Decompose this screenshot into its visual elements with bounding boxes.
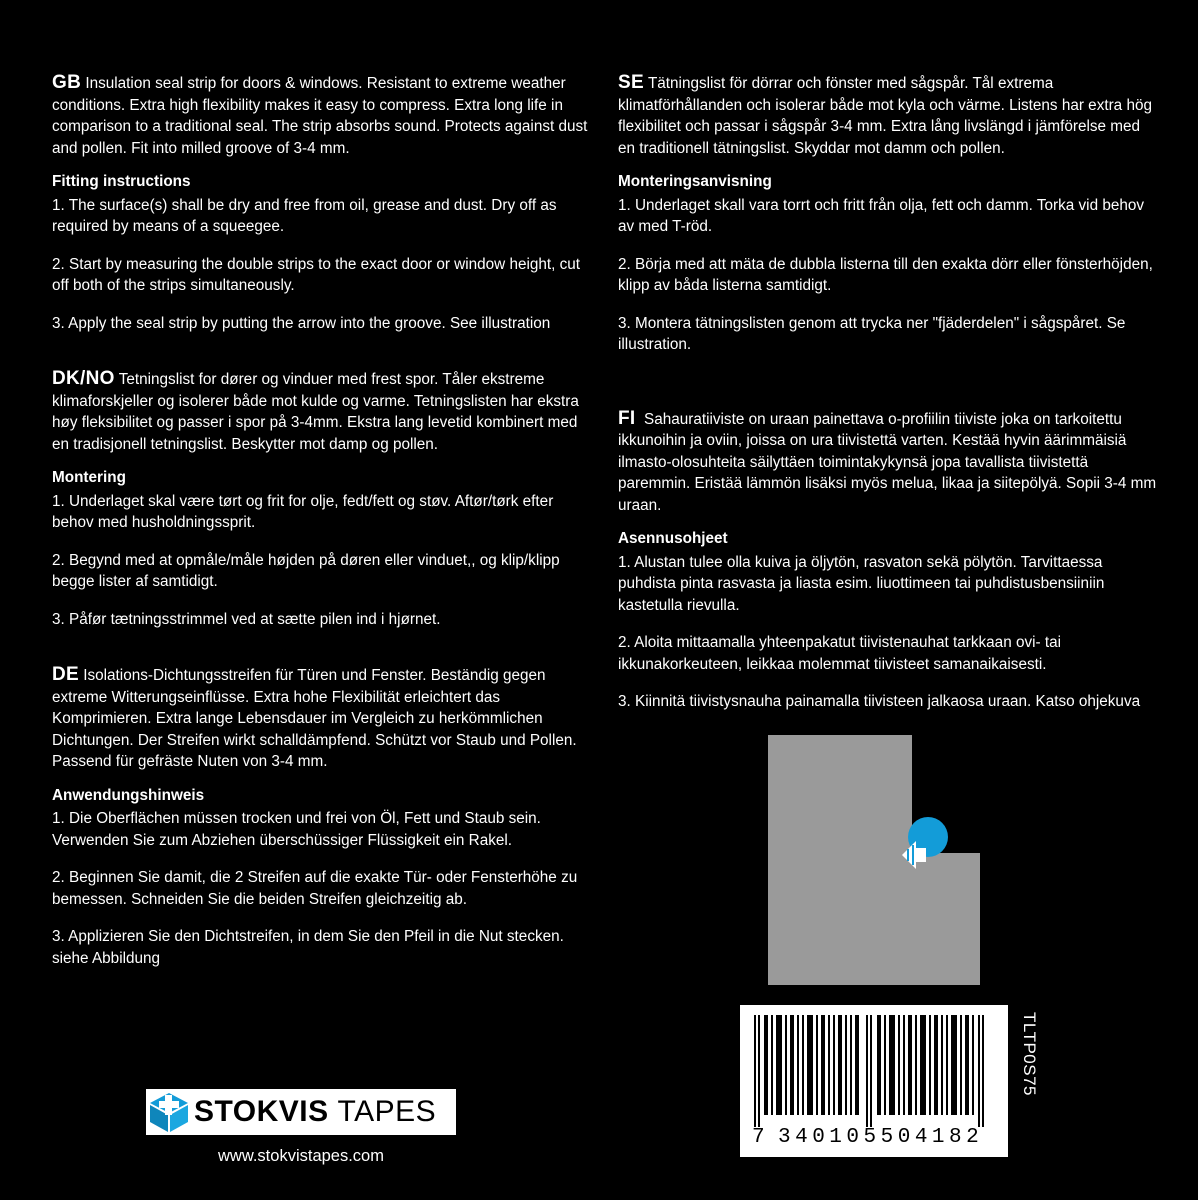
dkno-step-2: 2. Begynd med at opmåle/måle højden på døren eller vinduet,, og klip/klipp begge lister af samtidigt. — [52, 551, 560, 590]
fi-step-2: 2. Aloita mittaamalla yhteenpakatut tiivistenauhat tarkkaan ovi- tai ikkunakorkeuteen, leikkaa molemmat tiivisteet samanaikaisesti. — [618, 634, 1062, 673]
gb-intro-text: Insulation seal strip for doors & windows. Resistant to extreme weather conditions. Extra high flexibility makes it easy to compress. Extra long life in comparison to a traditional seal. The strip absorbs sound. Protects against dust and pollen. Fit into milled groove of 3-4 mm. — [52, 75, 588, 157]
gb-step-2: 2. Start by measuring the double strips to the exact door or window height, cut off both of the strips simultaneously. — [52, 255, 581, 294]
barcode-lead-digit: 7 — [752, 1126, 765, 1149]
barcode-number — [748, 1125, 1000, 1153]
installation-illustration — [768, 735, 980, 985]
se-intro-text: Tätningslist för dörrar och fönster med sågspår. Tål extrema klimatförhållanden och isolerar både mot kyla och värme. Listens har extra hög flexibilitet och passar i sågspår 3-4 mm. Extra lång livslängd i jämförelse med en traditionell tätningslist. Skyddar mot damm och pollen. — [618, 75, 1152, 157]
gb-intro-paragraph — [52, 72, 592, 159]
fi-step-1: 1. Alustan tulee olla kuiva ja öljytön, rasvaton sekä pölytön. Tarvittaessa puhdista pinta rasvasta ja liasta esim. liuottimeen tai puhdistusbensiiniin kastetulla rievulla. — [618, 553, 1105, 614]
section-de — [52, 664, 592, 969]
section-dkno — [52, 368, 592, 630]
stokvis-logo-icon — [146, 1089, 192, 1135]
gb-step-3: 3. Apply the seal strip by putting the arrow into the groove. See illustration — [52, 314, 551, 332]
brand-wordmark — [194, 1095, 436, 1129]
se-step-2: 2. Börja med att mäta de dubbla listerna till den exakta dörr eller fönsterhöjden, klipp av båda listerna samtidigt. — [618, 255, 1153, 294]
section-gb — [52, 72, 592, 334]
de-intro-text: Isolations-Dichtungsstreifen für Türen und Fenster. Beständig gegen extreme Witterungseinflüsse. Extra hohe Flexibilität erleichtert das Komprimieren. Extra lange Lebensdauer im Vergleich zu herkömmlichen Dichtungen. Der Streifen wirkt schalldämpfend. Schützt vor Staub und Pollen. Passend für gefräste Nuten von 3-4 mm. — [52, 667, 577, 770]
brand-logo — [146, 1089, 456, 1135]
de-step-3: 3. Applizieren Sie den Dichtstreifen, in dem Sie den Pfeil in die Nut stecken. siehe Abbildung — [52, 928, 564, 967]
se-language-code: SE — [618, 72, 644, 93]
dkno-step-3: 3. Påfør tætningsstrimmel ved at sætte pilen ind i hjørnet. — [52, 610, 441, 628]
dkno-intro-paragraph — [52, 368, 592, 455]
section-se — [618, 72, 1158, 356]
de-language-code: DE — [52, 664, 79, 685]
se-subheading: Monteringsanvisning — [618, 173, 772, 190]
se-intro-paragraph — [618, 72, 1158, 159]
se-step-1: 1. Underlaget skall vara torrt och fritt från olja, fett och damm. Torka vid behov av med T-röd. — [618, 196, 1145, 235]
dkno-subheading: Montering — [52, 469, 126, 486]
de-step-2: 2. Beginnen Sie damit, die 2 Streifen auf die exakte Tür- oder Fensterhöhe zu bemessen. Schneiden Sie die beiden Streifen gleichzeitig ab. — [52, 869, 578, 908]
fi-intro-paragraph — [618, 408, 1158, 517]
right-column — [618, 72, 1158, 739]
brand-website[interactable]: www.stokvistapes.com — [218, 1147, 384, 1165]
barcode — [740, 1005, 1008, 1157]
section-fi — [618, 408, 1158, 713]
barcode-main-digits: 340105504182 — [778, 1126, 984, 1149]
dkno-intro-text: Tetningslist for dører og vinduer med frest spor. Tåler ekstreme klimaforskjeller og isolerer både mot kulde og varme. Tetningslisten har ekstra høy fleksibilitet og passer i spor på 3-4mm. Ekstra lang levetid kombinert med en tradisjonell tetningslist. Beskytter mot damp og pollen. — [52, 371, 579, 453]
de-step-1: 1. Die Oberflächen müssen trocken und frei von Öl, Fett und Staub sein. Verwenden Sie zum Abziehen überschüssiger Flüssigkeit ein Rakel. — [52, 810, 541, 849]
left-column — [52, 72, 592, 995]
fi-step-3: 3. Kiinnitä tiivistysnauha painamalla tiivisteen jalkaosa uraan. Katso ohjekuva — [618, 693, 1141, 710]
dkno-language-code: DK/NO — [52, 368, 115, 389]
de-subheading: Anwendungshinweis — [52, 786, 205, 804]
dkno-step-1: 1. Underlaget skal være tørt og frit for olje, fedt/fett og støv. Aftør/tørk efter behov med husholdningssprit. — [52, 492, 554, 531]
gb-step-1: 1. The surface(s) shall be dry and free from oil, grease and dust. Dry off as required by means of a squeegee. — [52, 196, 557, 235]
gb-language-code: GB — [52, 72, 82, 93]
brand-name-light: TAPES — [337, 1095, 437, 1128]
fi-language-code: FI — [618, 407, 636, 429]
fi-subheading: Asennusohjeet — [618, 530, 728, 547]
sku-code: TLTP0S75 — [1020, 1012, 1039, 1097]
gb-subheading: Fitting instructions — [52, 173, 191, 190]
de-intro-paragraph — [52, 664, 592, 773]
se-step-3: 3. Montera tätningslisten genom att trycka ner "fjäderdelen" i sågspåret. Se illustration. — [618, 314, 1126, 353]
barcode-bars — [754, 1015, 994, 1127]
brand-name-bold: STOKVIS — [194, 1095, 329, 1128]
illustration-frame-upper — [768, 735, 912, 985]
fi-intro-text: Sahauratiiviste on uraan painettava o-profiilin tiiviste joka on tarkoitettu ikkunoihin ja oviin, joissa on ura tiivistettä varten. Kestää hyvin äärimmäisiä ilmasto-olosuhteita säilyttäen toimintakykynsä jopa tavallista tiivistettä paremmin. Eristää lämmön lisäksi myös melua, likaa ja siitepölyä. Sopii 3-4 mm uraan. — [618, 410, 1157, 514]
insert-arrow-icon — [896, 833, 944, 873]
